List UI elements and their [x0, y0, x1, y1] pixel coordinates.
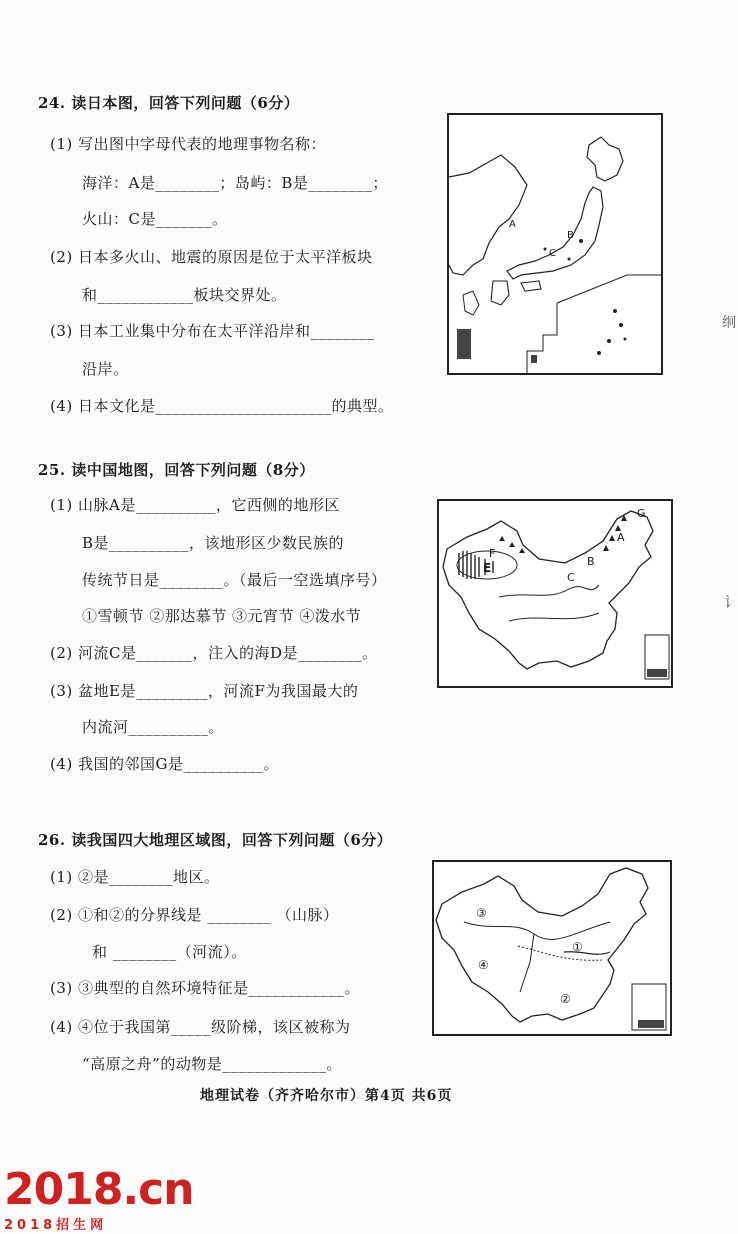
- region-label-2: ②: [560, 992, 571, 1006]
- q26-line-2: (2) ①和②的分界线是 ________ （山脉）: [50, 906, 339, 924]
- q25-line-6: (3) 盆地E是_________，河流F为我国最大的: [50, 682, 359, 700]
- q26-line-5: (4) ④位于我国第_____级阶梯，该区被称为: [50, 1018, 351, 1036]
- page-footer: 地理试卷（齐齐哈尔市）第4页 共6页: [200, 1088, 453, 1104]
- regions-map: [432, 860, 672, 1036]
- q26-line-6: “高原之舟”的动物是_____________。: [82, 1055, 342, 1073]
- q24-line-8: (4) 日本文化是______________________的典型。: [50, 397, 394, 415]
- q26-line-1: (1) ②是________地区。: [50, 868, 220, 886]
- q24-line-7: 沿岸。: [82, 360, 129, 378]
- q24-line-1: (1) 写出图中字母代表的地理事物名称：: [50, 135, 327, 153]
- q25-line-7: 内流河__________。: [82, 718, 225, 736]
- q25-title: 25. 读中国地图，回答下列问题（8分）: [38, 461, 315, 479]
- q25-line-4: ①雪顿节 ②那达慕节 ③元宵节 ④泼水节: [82, 607, 362, 625]
- q25-line-2: B是__________，该地形区少数民族的: [82, 534, 345, 552]
- region-label-4: ④: [478, 958, 489, 972]
- china-label-g: G: [637, 507, 646, 520]
- q24-line-2: 海洋：A是________；岛屿：B是________；: [82, 174, 388, 192]
- q25-line-5: (2) 河流C是_______，注入的海D是________。: [50, 644, 378, 662]
- watermark-main: 2018.cn: [4, 1164, 194, 1215]
- china-map: [437, 499, 673, 688]
- watermark-sub: 2018招生网: [4, 1218, 108, 1233]
- q24-line-3: 火山：C是_______。: [82, 210, 228, 228]
- q24-title: 24. 读日本图，回答下列问题（6分）: [38, 94, 300, 112]
- q26-line-3: 和 ________（河流）。: [92, 943, 247, 961]
- edge-mark-2: 讠: [724, 595, 738, 611]
- china-map-drawing: [439, 501, 671, 686]
- region-label-3: ③: [476, 906, 487, 920]
- japan-map-drawing: [449, 115, 661, 373]
- regions-map-drawing: [434, 862, 670, 1034]
- q25-line-8: (4) 我国的邻国G是__________。: [50, 755, 279, 773]
- china-label-e: E: [483, 561, 492, 575]
- q26-title: 26. 读我国四大地理区域图，回答下列问题（6分）: [38, 831, 393, 849]
- edge-mark-1: 䌹: [722, 315, 736, 331]
- japan-label-b: B: [567, 230, 574, 241]
- japan-label-a: A: [509, 219, 516, 230]
- q24-line-4: (2) 日本多火山、地震的原因是位于太平洋板块: [50, 248, 373, 266]
- q25-line-3: 传统节日是________。（最后一空选填序号）: [82, 571, 387, 589]
- q24-line-5: 和____________板块交界处。: [82, 286, 287, 304]
- china-label-f: F: [489, 547, 496, 560]
- region-label-1: ①: [572, 940, 583, 954]
- q26-line-4: (3) ③典型的自然环境特征是____________。: [50, 979, 361, 997]
- china-label-b: B: [587, 555, 595, 568]
- q24-line-6: (3) 日本工业集中分布在太平洋沿岸和________: [50, 322, 375, 340]
- china-label-c: C: [567, 571, 575, 584]
- q25-line-1: (1) 山脉A是__________，它西侧的地形区: [50, 496, 340, 514]
- japan-map: [447, 113, 663, 375]
- watermark-logo: [4, 1164, 194, 1233]
- japan-label-c: C: [549, 248, 556, 259]
- china-label-a: A: [617, 531, 625, 544]
